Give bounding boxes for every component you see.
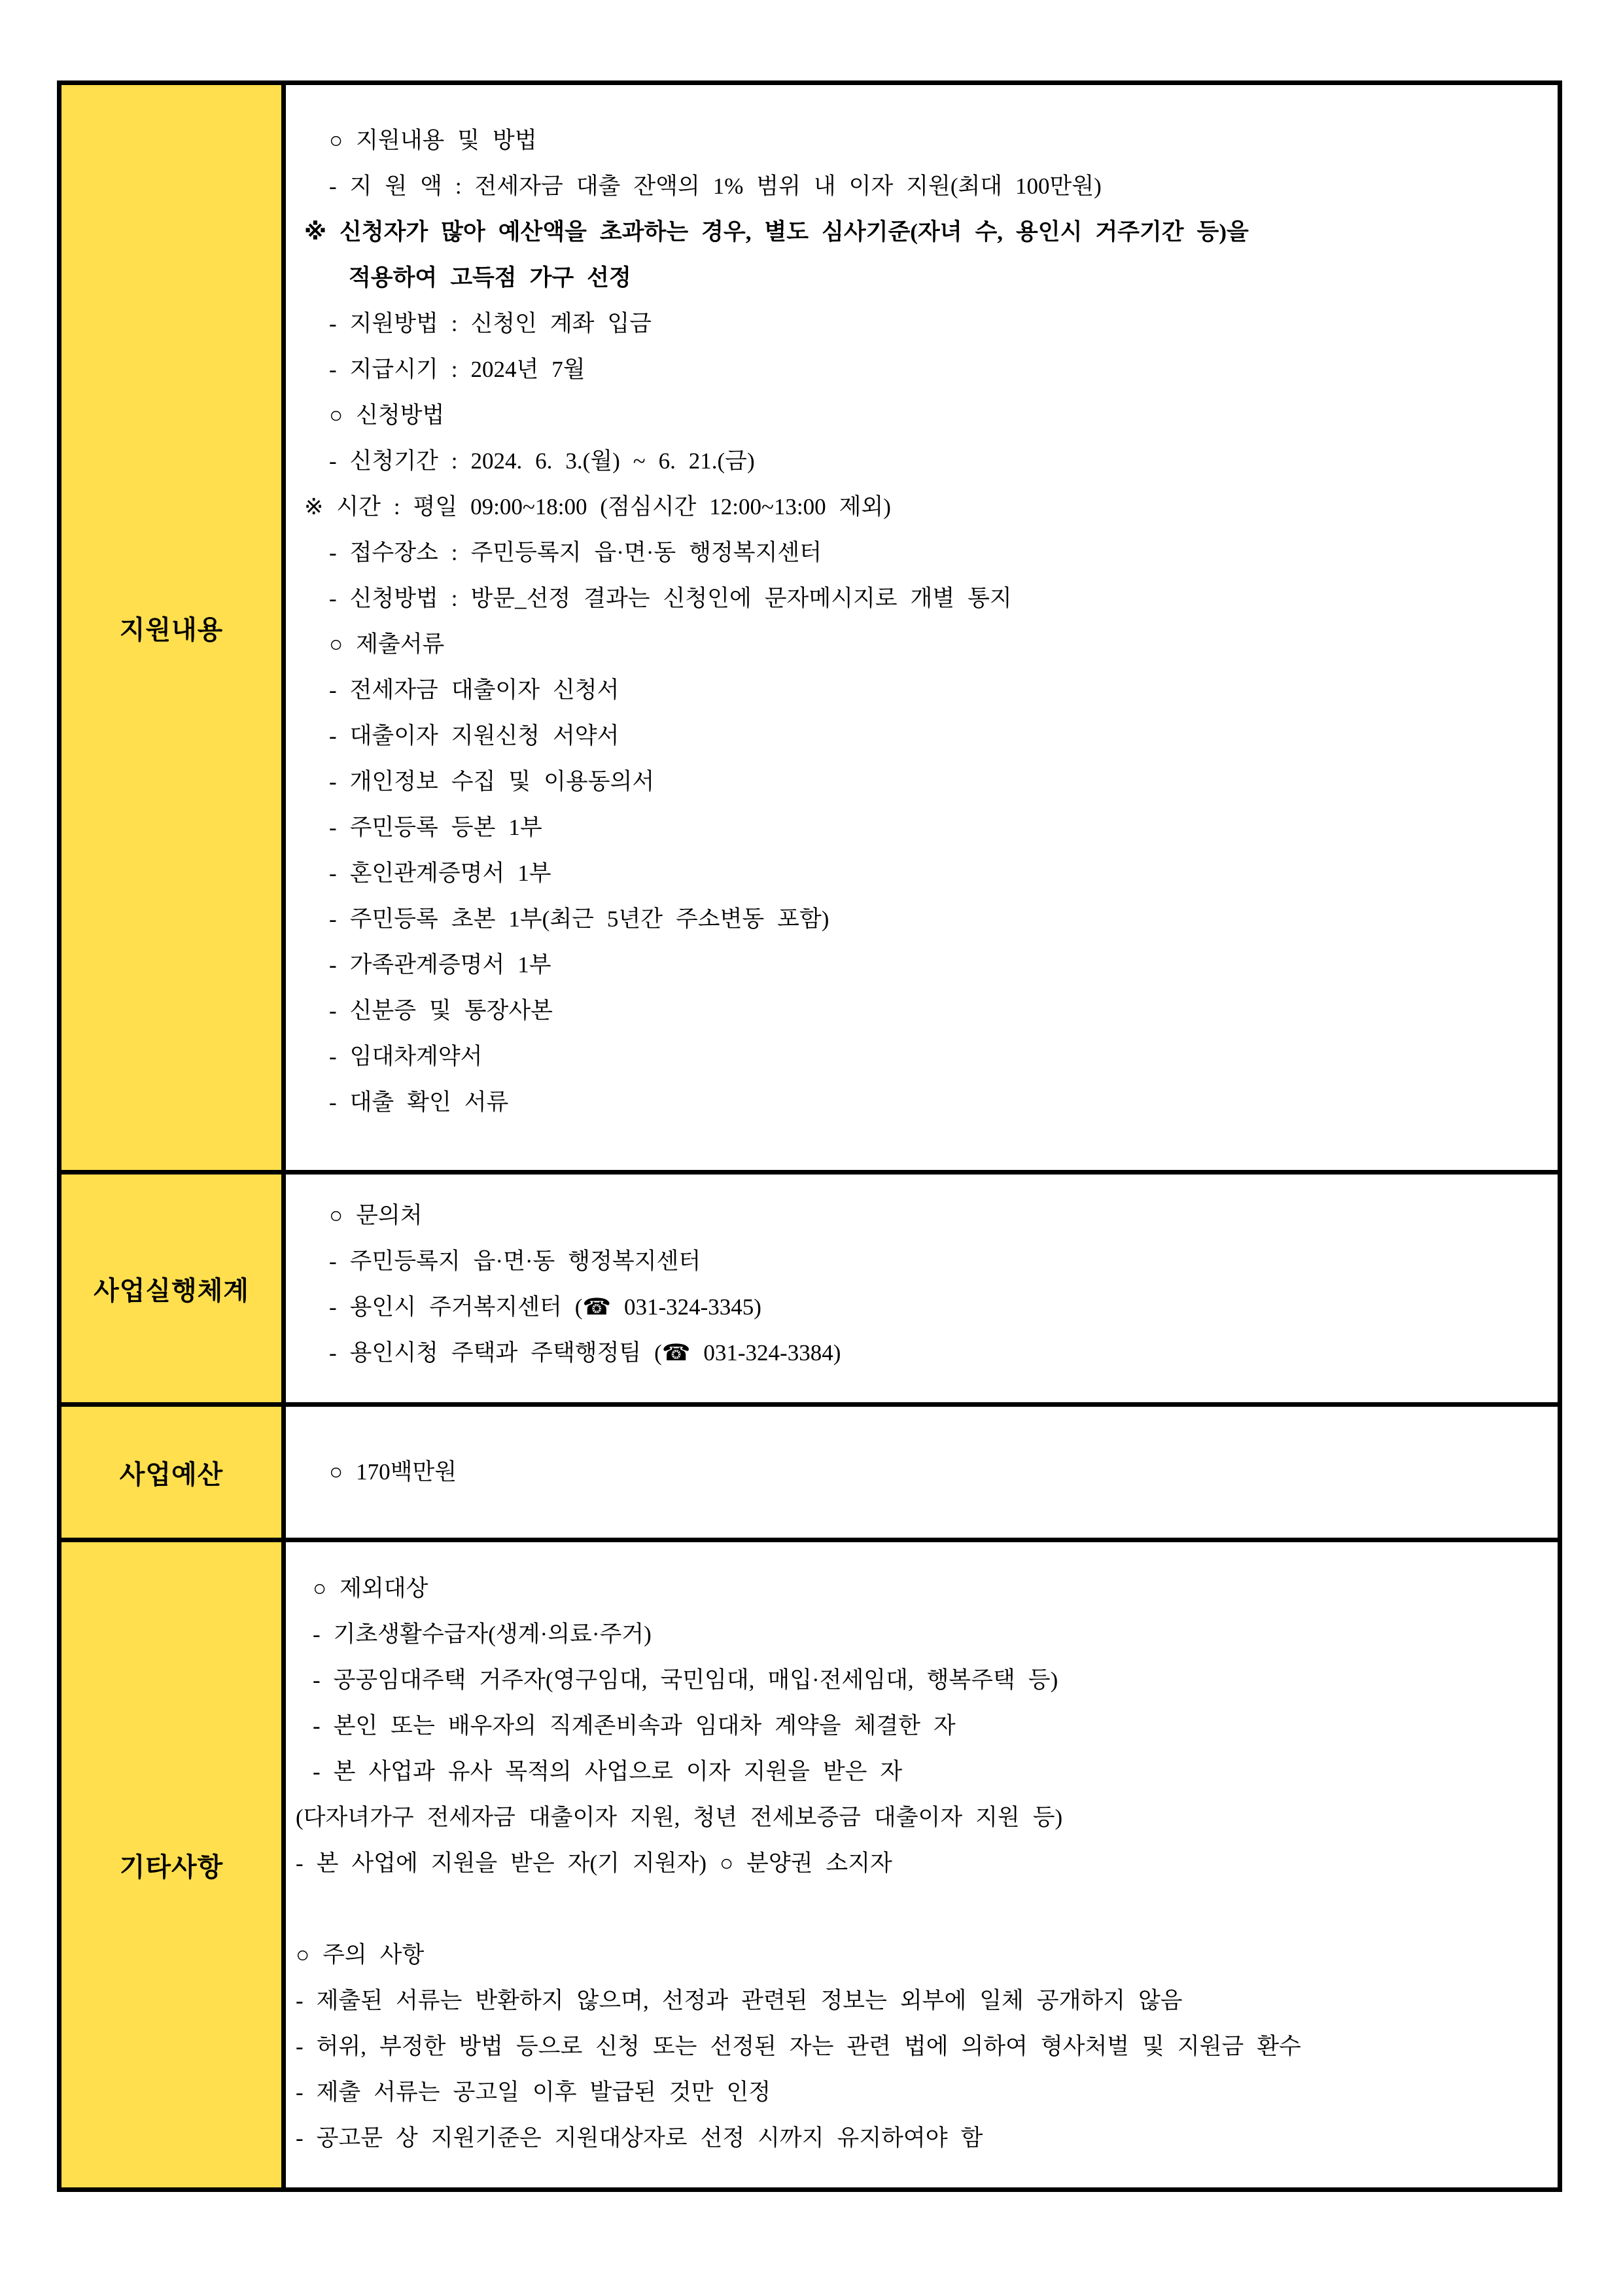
row-header-label: 지원내용 <box>119 614 224 645</box>
content-line: - 제출 서류는 공고일 이후 발급된 것만 인정 <box>296 2079 771 2105</box>
content-line: - 지원방법 : 신청인 계좌 입금 <box>329 311 652 336</box>
content-line: - 대출 확인 서류 <box>329 1089 509 1115</box>
content-line: - 제출된 서류는 반환하지 않으며, 선정과 관련된 정보는 외부에 일체 공개하지 않음 <box>296 1988 1183 2013</box>
content-line: - 본 사업과 유사 목적의 사업으로 이자 지원을 받은 자 <box>313 1759 903 1784</box>
content-line: - 본 사업에 지원을 받은 자(기 지원자) ○ 분양권 소지자 <box>296 1850 892 1876</box>
content-line: (다자녀가구 전세자금 대출이자 지원, 청년 전세보증금 대출이자 지원 등) <box>296 1805 1063 1830</box>
info-table <box>57 80 1562 2192</box>
content-line: ○ 신청방법 <box>329 402 445 428</box>
content-line: - 전세자금 대출이자 신청서 <box>329 677 620 703</box>
content-line: - 지급시기 : 2024년 7월 <box>329 357 585 382</box>
content-line: ○ 주의 사항 <box>296 1942 425 1968</box>
content-line: - 공고문 상 지원기준은 지원대상자로 선정 시까지 유지하여야 함 <box>296 2125 983 2151</box>
content-line: - 지 원 액 : 전세자금 대출 잔액의 1% 범위 내 이자 지원(최대 100만원) <box>329 173 1102 199</box>
content-line: - 개인정보 수집 및 이용동의서 <box>329 769 655 794</box>
row-header-support-content <box>61 85 281 1170</box>
row-content-execution-system <box>286 1174 1558 1402</box>
row-header-label: 기타사항 <box>119 1852 224 1882</box>
row-header-label: 사업예산 <box>119 1459 224 1489</box>
row-content-other-matters <box>286 1542 1558 2187</box>
content-line: ※ 신청자가 많아 예산액을 초과하는 경우, 별도 심사기준(자녀 수, 용인시 거주기간 등)을 <box>304 219 1249 245</box>
content-line: - 공공임대주택 거주자(영구임대, 국민임대, 매입·전세임대, 행복주택 등) <box>313 1667 1058 1693</box>
content-line: - 혼인관계증명서 1부 <box>329 860 551 886</box>
content-line: 적용하여 고득점 가구 선정 <box>349 265 631 291</box>
content-line: - 허위, 부정한 방법 등으로 신청 또는 선정된 자는 관련 법에 의하여 형사처벌 및 지원금 환수 <box>296 2034 1301 2059</box>
content-line: - 주민등록 초본 1부(최근 5년간 주소변동 포함) <box>329 906 829 932</box>
row-header-other-matters <box>61 1542 281 2187</box>
content-line: - 기초생활수급자(생계·의료·주거) <box>313 1621 652 1647</box>
content-line: - 임대차계약서 <box>329 1044 483 1069</box>
content-line: ○ 문의처 <box>329 1203 423 1228</box>
content-line: - 용인시 주거복지센터 (☎ 031-324-3345) <box>329 1294 761 1320</box>
row-content-budget <box>286 1407 1558 1538</box>
content-line: - 신청방법 : 방문_선정 결과는 신청인에 문자메시지로 개별 통지 <box>329 586 1012 611</box>
row-header-label: 사업실행체계 <box>94 1275 249 1305</box>
content-line: - 신청기간 : 2024. 6. 3.(월) ~ 6. 21.(금) <box>329 448 755 474</box>
content-line: - 접수장소 : 주민등록지 읍·면·동 행정복지센터 <box>329 540 822 565</box>
content-line: - 본인 또는 배우자의 직계존비속과 임대차 계약을 체결한 자 <box>313 1713 956 1739</box>
row-header-budget <box>61 1407 281 1538</box>
content-line <box>286 1886 1558 1932</box>
row-header-execution-system <box>61 1174 281 1402</box>
content-line: - 용인시청 주택과 주택행정팀 (☎ 031-324-3384) <box>329 1340 841 1366</box>
content-line: - 신분증 및 통장사본 <box>329 998 553 1023</box>
content-line: ○ 지원내용 및 방법 <box>329 128 537 153</box>
content-line: - 주민등록지 읍·면·동 행정복지센터 <box>329 1248 701 1274</box>
content-line: - 주민등록 등본 1부 <box>329 815 542 840</box>
content-line: ○ 제출서류 <box>329 631 445 657</box>
content-line: ※ 시간 : 평일 09:00~18:00 (점심시간 12:00~13:00 제외) <box>304 494 891 520</box>
content-line: ○ 170백만원 <box>329 1459 457 1485</box>
content-line: ○ 제외대상 <box>313 1576 428 1601</box>
row-content-support-content <box>286 85 1558 1170</box>
content-line: - 가족관계증명서 1부 <box>329 952 551 978</box>
content-line: - 대출이자 지원신청 서약서 <box>329 723 620 749</box>
